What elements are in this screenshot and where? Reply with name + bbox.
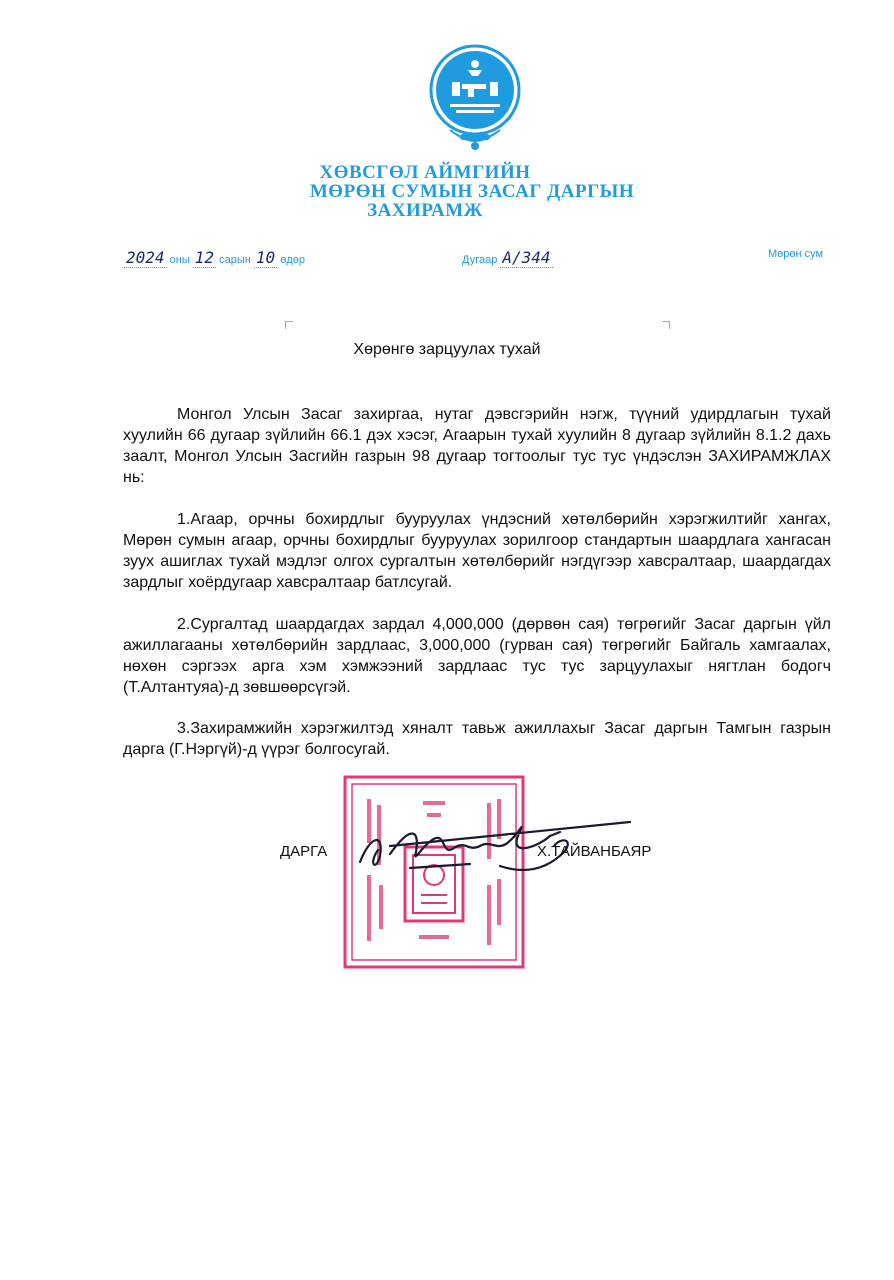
body-paragraph: Монгол Улсын Засаг захиргаа, нутаг дэвсгэрийн нэгж, түүний удирдлагын тухай хуулийн 66 дугаар зүйлийн 66.1 дэх хэсэг, Агаарын тухай хуулийн 8 дугаар зүйлийн 8.1.2 дахь заалт, Монгол Улсын Засгийн газрын 98 дугаар тогтоолыг тус тус үндэслэн ЗАХИРАМЖЛАХ нь: — [123, 406, 831, 486]
subject-title: Хөрөнгө зарцуулах тухай — [353, 341, 541, 358]
state-emblem-icon — [428, 42, 522, 154]
signatory-title: ДАРГА — [280, 843, 328, 860]
date-line — [124, 248, 305, 267]
subject-corner-left — [285, 321, 293, 329]
org-line-1: ХӨВСГӨЛ АЙМГИЙН — [319, 162, 531, 183]
body-paragraph: 3.Захирамжийн хэрэгжилтэд хяналт тавьж ажиллахыг Засаг даргын Тамгын газрын дарга (Г.Нэргүй)-д үүрэг болгосугай. — [123, 720, 831, 758]
date-month: 12 — [194, 248, 215, 267]
date-year-label: оны — [169, 254, 190, 266]
doc-type: ЗАХИРАМЖ — [367, 200, 483, 221]
doc-number: А/344 — [502, 248, 551, 267]
date-month-label: сарын — [219, 254, 251, 266]
subject-corner-right — [662, 321, 670, 329]
date-day: 10 — [255, 248, 276, 267]
org-line-2: МӨРӨН СУМЫН ЗАСАГ ДАРГЫН — [309, 181, 635, 202]
signatory-name: Х.ТАЙВАНБАЯР — [537, 843, 652, 860]
doc-number-label: Дугаар — [462, 254, 498, 266]
doc-number-line — [462, 248, 553, 267]
body-paragraph: 1.Агаар, орчны бохирдлыг бууруулах үндэсний хөтөлбөрийн хэрэгжилтийг хангах, Мөрөн сумын агаар, орчны бохирдлыг бууруулах зорилгоор стандартын шаардлага хангасан зуух ашиглах тухай мэдлэг олгох сургалтын хөтөлбөрийг нэгдүгээр хавсралтаар, шаардагдах зардлыг хоёрдугаар хавсралтаар батлсугай. — [123, 511, 831, 591]
date-day-label: өдөр — [280, 254, 305, 266]
body-paragraph: 2.Сургалтад шаардагдах зардал 4,000,000 (дөрвөн сая) төгрөгийг Засаг даргын үйл ажиллагааны хөтөлбөрийн зардлаас, 3,000,000 (гурван сая) төгрөгийг Байгаль хамгаалах, нөхөн сэргээх арга хэм хэмжээний зардлаас тус тус зарцуулахыг нягтлан бодогч (Т.Алтантуяа)-д зөвшөөрсүгэй. — [123, 616, 831, 696]
date-year: 2024 — [126, 248, 165, 267]
doc-place: Мөрөн сум — [768, 248, 824, 260]
